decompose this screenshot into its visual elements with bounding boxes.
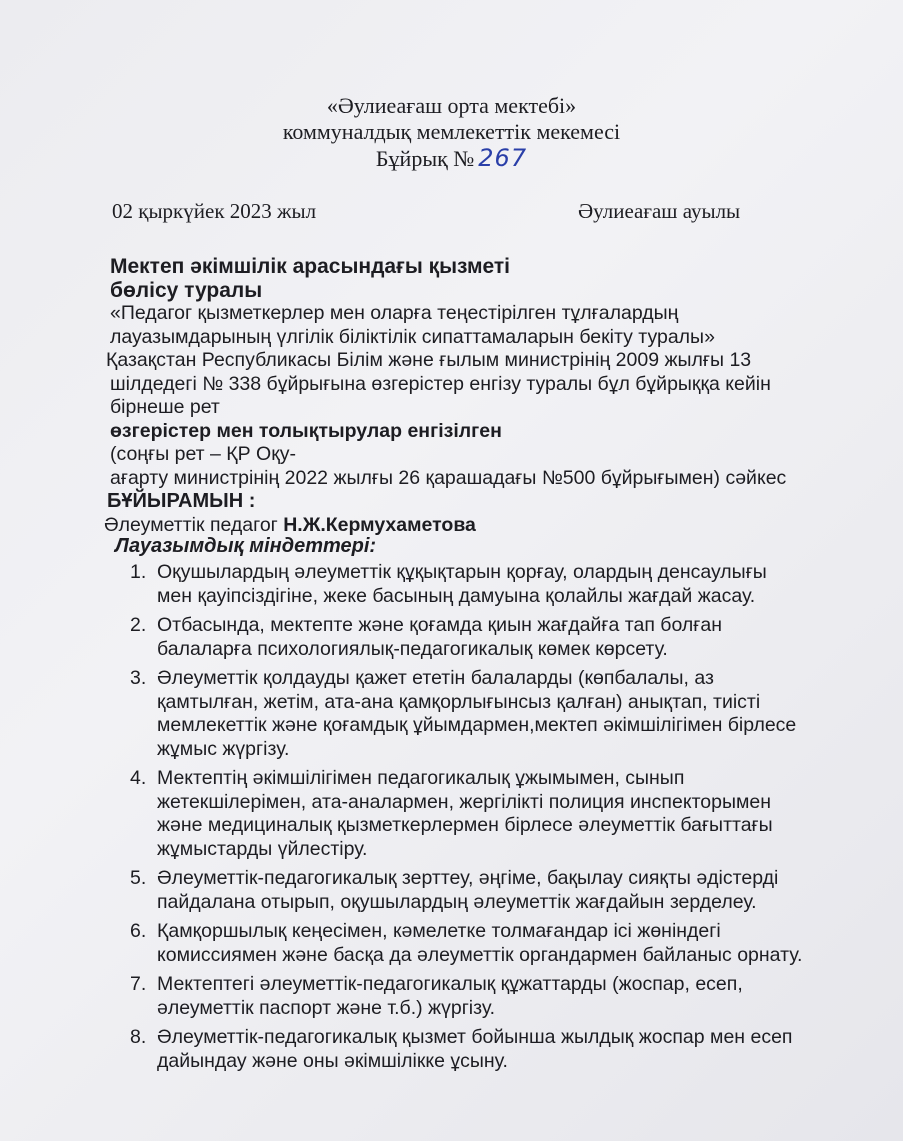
duty-text-line: дайындау және оны әкімшілікке ұсыну.: [157, 1049, 508, 1072]
duty-text-line: Мектептің әкімшілігімен педагогикалық ұжымымен, сынып: [157, 767, 685, 789]
preamble-line-5: [110, 396, 870, 467]
duty-text-line: Отбасында, мектепте және қоғамда қиын жағдайға тап болған: [157, 614, 722, 636]
duty-text-line: балаларға психологиялық-педагогикалық көмек көрсету.: [157, 637, 668, 660]
appointee-name: Н.Ж.Кермухаметова: [283, 513, 476, 536]
duty-text: [157, 561, 850, 608]
duties-title: Лауазымдық міндеттері:: [115, 535, 377, 557]
preamble-line-5-end: (соңғы рет – ҚР Оқу-: [110, 443, 297, 465]
duty-item: [130, 614, 850, 661]
document-header: [0, 93, 903, 172]
title-line-2: бөлісу туралы: [110, 278, 263, 302]
preamble: [106, 302, 870, 490]
duty-text-line: Қамқоршылық кеңесімен, кәмелетке толмағандар ісі жөніндегі: [157, 920, 721, 942]
preamble-line-4: шілдедегі № 338 бұйрығына өзгерістер енгізу туралы бұл бұйрыққа кейін: [110, 372, 771, 395]
document-body: [104, 255, 870, 537]
order-number-handwritten: 267: [478, 144, 528, 172]
title-line-1: Мектеп әкімшілік арасындағы қызметі: [110, 255, 511, 278]
preamble-line-2: лауазымдарының үлгілік біліктілік сипаттамаларын бекіту туралы»: [110, 325, 715, 348]
duty-number: 6.: [130, 920, 147, 942]
duty-text-line: Әлеуметтік қолдауды қажет ететін балаларды (көпбалалы, аз: [157, 667, 714, 689]
order-number-line: [0, 145, 903, 172]
duty-text: [157, 973, 850, 1020]
institution-type: коммуналдық мемлекеттік мекемесі: [282, 119, 621, 144]
order-label: Бұйрық №: [375, 146, 475, 171]
preamble-line-5-bold: өзгерістер мен толықтырулар енгізілген: [110, 419, 502, 442]
order-word: БҰЙЫРАМЫН :: [107, 490, 256, 512]
duty-text: [157, 920, 850, 967]
duty-item: [130, 561, 850, 608]
duty-number: 4.: [130, 767, 147, 789]
duty-text-line: жұмыс жүргізу.: [157, 737, 290, 760]
duty-text-line: және медициналық қызметкерлермен бірлесе әлеуметтік бағыттағы: [157, 814, 773, 836]
duty-item: [130, 867, 850, 914]
duty-number: 2.: [130, 614, 147, 636]
duty-text-line: Әлеуметтік-педагогикалық зерттеу, әңгіме, бақылау сияқты әдістерді: [157, 867, 779, 889]
duty-item: [130, 920, 850, 967]
duty-text-line: Оқушылардың әлеуметтік құқықтарын қорғау, олардың денсаулығы: [157, 561, 767, 583]
preamble-line-6: ағарту министрінің 2022 жылғы 26 қарашадағы №500 бұйрығымен) сәйкес: [110, 466, 787, 489]
duty-text-line: жетекшілерімен, ата-аналармен, жергілікті полиция инспекторымен: [157, 790, 772, 813]
duty-item: [130, 973, 850, 1020]
duty-number: 1.: [130, 561, 147, 583]
duty-item: [130, 1026, 850, 1073]
duty-text-line: мемлекеттік және қоғамдық ұйымдармен,мектеп әкімшілігімен бірлесе: [157, 714, 797, 736]
duty-text: [157, 767, 850, 861]
appointee: [104, 514, 870, 538]
duty-text-line: әлеуметтік паспорт және т.б.) жүргізу.: [157, 996, 496, 1019]
document-title: [110, 255, 870, 302]
duty-item: [130, 767, 850, 861]
duty-number: 7.: [130, 973, 147, 995]
duty-item: [130, 667, 850, 761]
duty-text-line: мен қауіпсіздігіне, жеке басының дамуына қолайлы жағдай жасау.: [157, 584, 756, 607]
duty-text-line: Әлеуметтік-педагогикалық қызмет бойынша жылдық жоспар мен есеп: [157, 1026, 793, 1048]
order-place: Әулиеағаш ауылы: [578, 199, 741, 223]
preamble-line-3: Қазақстан Республикасы Білім және ғылым министрінің 2009 жылғы 13: [106, 349, 752, 371]
duty-text-line: қамтылған, жетім, ата-ана қамқорлығынсыз қалған) анықтап, тиісті: [157, 690, 761, 713]
duty-text-line: комиссиямен және басқа да әлеуметтік органдармен байланыс орнату.: [157, 943, 803, 966]
order-date: 02 қыркүйек 2023 жыл: [112, 199, 317, 223]
duty-text-line: пайдалана отырып, оқушылардың әлеуметтік жағдайын зерделеу.: [157, 890, 757, 913]
duty-text: [157, 1026, 850, 1073]
duty-number: 3.: [130, 667, 147, 689]
duty-number: 8.: [130, 1026, 147, 1048]
preamble-line-1: «Педагог қызметкерлер мен оларға теңестірілген тұлғалардың: [110, 302, 679, 324]
duty-text-line: жұмыстарды үйлестіру.: [157, 837, 368, 860]
appointee-position: Әлеуметтік педагог: [104, 513, 284, 536]
duty-text: [157, 614, 850, 661]
duty-text: [157, 867, 850, 914]
duties-list: [130, 561, 850, 1079]
duty-number: 5.: [130, 867, 147, 889]
duty-text-line: Мектептегі әлеуметтік-педагогикалық құжаттарды (жоспар, есеп,: [157, 973, 743, 995]
school-name: «Әулиеағаш орта мектебі»: [326, 93, 577, 118]
preamble-line-5-start: бірнеше рет: [110, 396, 220, 418]
duty-text: [157, 667, 850, 761]
